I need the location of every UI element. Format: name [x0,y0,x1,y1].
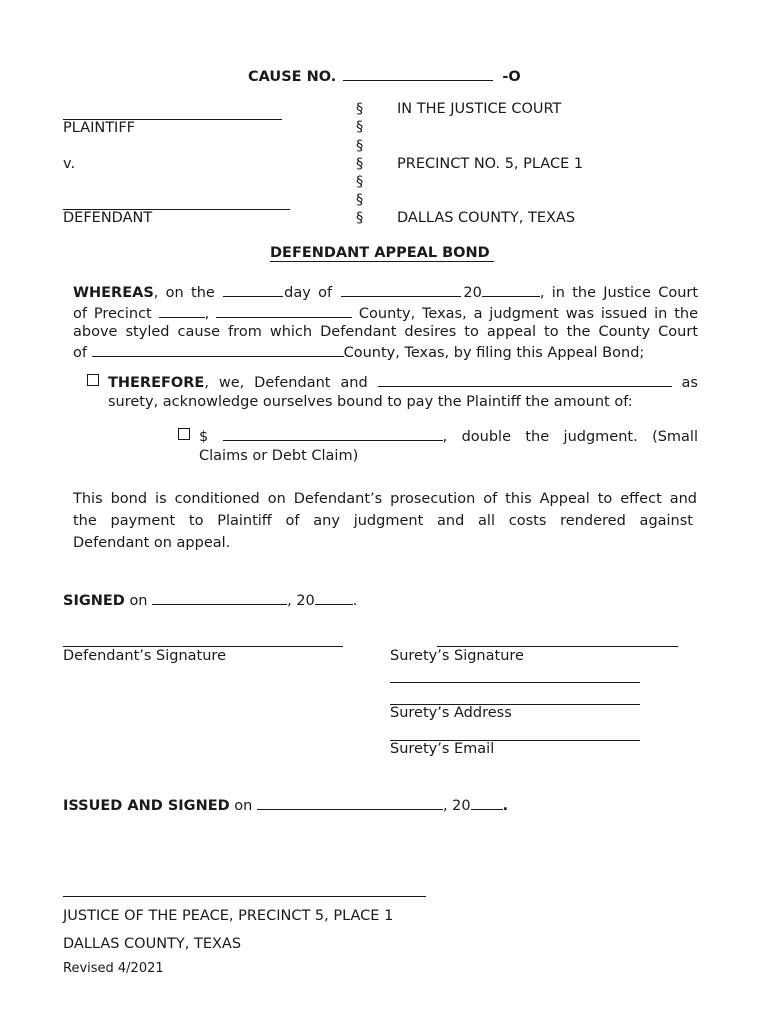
whereas-text: County, Texas, by filing this Appeal Bond; [343,344,645,361]
issued-text: on [234,798,253,814]
signed-lead: SIGNED [63,593,125,609]
whereas-text: of Precinct [73,305,152,322]
surety-name-field[interactable] [378,372,672,387]
whereas-paragraph [73,282,698,362]
footer-county: DALLAS COUNTY, TEXAS [63,936,242,952]
surety-address-field-1[interactable] [390,682,640,683]
issued-lead: ISSUED AND SIGNED [63,798,230,814]
amount-text: , double the judgment. (Small [442,429,698,445]
therefore-checkbox[interactable] [87,374,105,390]
appeal-county-field[interactable] [92,342,344,357]
judgment-day-field[interactable] [223,282,283,297]
therefore-text: as [681,375,698,391]
amount-line-2: Claims or Debt Claim) [199,447,359,464]
whereas-text: of [73,344,87,361]
therefore-lead: THEREFORE [108,375,205,391]
whereas-line-2 [73,303,698,324]
amount-paragraph [199,426,698,465]
therefore-line-2: surety, acknowledge ourselves bound to pay the Plaintiff the amount of: [108,393,633,410]
signed-text: . [352,593,358,609]
whereas-text: day of [284,285,333,301]
justice-signature-field[interactable] [63,896,426,897]
issued-year-field[interactable] [471,795,503,810]
judgment-month-field[interactable] [341,282,461,297]
section-symbol: § [356,119,364,135]
dollar-sign: $ [199,429,209,445]
document-title [270,246,494,262]
section-symbol: § [356,101,364,117]
judgment-year-field[interactable] [482,282,540,297]
precinct-place: PRECINCT NO. 5, PLACE 1 [397,156,584,172]
signed-line [63,590,357,609]
defendant-signature-label: Defendant’s Signature [63,648,226,664]
bond-amount-field[interactable] [223,426,443,441]
issued-text: . [502,798,509,814]
checkbox-icon[interactable] [178,428,190,440]
whereas-text: , [204,305,210,322]
defendant-label: DEFENDANT [63,210,153,226]
cause-number-line [248,66,521,85]
issued-date-field[interactable] [257,795,443,810]
county-texas: DALLAS COUNTY, TEXAS [397,210,576,226]
precinct-number-field[interactable] [159,303,205,318]
plaintiff-label: PLAINTIFF [63,120,136,136]
cause-number-suffix: -O [502,69,521,85]
whereas-text: , on the [153,285,215,301]
amount-line-1 [199,426,698,447]
condition-line-2: the payment to Plaintiff of any judgment and all costs rendered against [73,513,693,529]
whereas-lead: WHEREAS [73,285,154,301]
therefore-paragraph [108,372,698,411]
condition-line-1: This bond is conditioned on Defendant’s prosecution of this Appeal to effect and [73,491,697,507]
whereas-line-1 [73,282,698,303]
document-title-text: DEFENDANT APPEAL BOND [270,245,490,261]
versus-label: v. [63,156,76,172]
section-symbol: § [356,156,364,172]
signed-text: on [129,593,148,609]
surety-signature-field[interactable] [437,646,678,647]
cause-number-field[interactable] [343,66,493,81]
section-symbol: § [356,192,364,208]
signed-year-field[interactable] [315,590,353,605]
whereas-line-3: above styled cause from which Defendant desires to appeal to the County Court [73,324,698,340]
signed-date-field[interactable] [152,590,287,605]
signed-text: , 20 [287,593,315,609]
condition-paragraph [73,488,697,554]
revision-date: Revised 4/2021 [63,961,164,976]
issued-line [63,795,508,814]
whereas-text: 20 [463,285,482,301]
amount-checkbox[interactable] [178,428,196,444]
whereas-text: , in the Justice Court [539,285,699,301]
cause-number-label: CAUSE NO. [248,69,337,85]
checkbox-icon[interactable] [87,374,99,386]
court-name: IN THE JUSTICE COURT [397,101,562,117]
whereas-text: County, Texas, a judgment was issued in the [358,305,699,322]
whereas-line-4 [73,342,698,363]
therefore-line-1 [108,372,698,393]
surety-signature-label: Surety’s Signature [390,648,524,664]
justice-title: JUSTICE OF THE PEACE, PRECINCT 5, PLACE 1 [63,908,394,924]
surety-address-label: Surety’s Address [390,705,512,721]
section-symbol: § [356,210,364,226]
surety-email-label: Surety’s Email [390,741,495,757]
section-symbol: § [356,138,364,154]
judgment-county-field[interactable] [216,303,352,318]
therefore-text: , we, Defendant and [204,375,368,391]
section-symbol: § [356,174,364,190]
issued-text: , 20 [442,798,471,814]
defendant-signature-field[interactable] [63,646,343,647]
condition-line-3: Defendant on appeal. [73,535,231,551]
